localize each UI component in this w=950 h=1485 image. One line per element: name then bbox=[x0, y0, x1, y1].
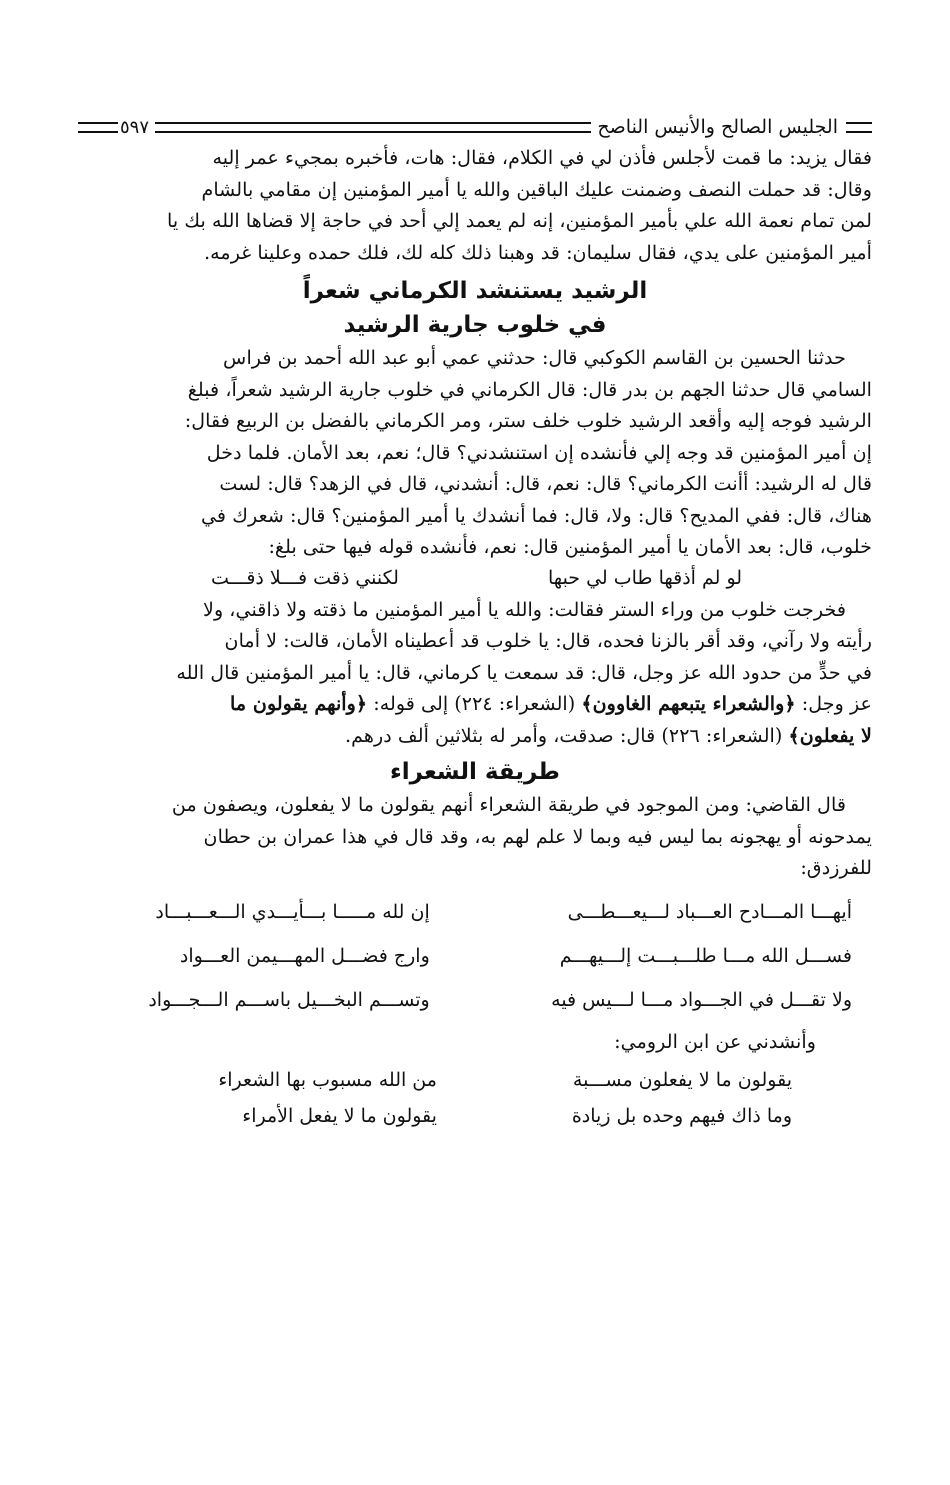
text-line: يمدحونه أو يهجونه بما ليس فيه وبما لا علم لهم به، وقد قال في هذا عمران بن حطان bbox=[203, 824, 872, 848]
header-rule-lead bbox=[846, 122, 872, 133]
text-line: رأيته ولا رآني، وقد أقر بالزنا فحده، قال: يا خلوب قد أعطيناه الأمان، قالت: لا أمان bbox=[224, 629, 872, 652]
paragraph-2 bbox=[78, 342, 872, 563]
running-header bbox=[78, 112, 872, 142]
verse-first-hemistich: أيهـــا المـــادح العـــباد لـــيعـــطـــى bbox=[567, 900, 852, 923]
running-title: الجليس الصالح والأنيس الناصح bbox=[597, 116, 838, 138]
verse-second-hemistich: يقولون ما لا يفعل الأمراء bbox=[242, 1104, 437, 1127]
page-number: ٥٩٧ bbox=[120, 116, 150, 138]
citation: (الشعراء: ٢٢٤) إلى قوله: bbox=[367, 692, 582, 715]
quran-quote: ﴿والشعراء يتبعهم الغاوون﴾ bbox=[581, 692, 796, 715]
text-line: قال القاضي: ومن الموجود في طريقة الشعراء أنهم يقولون ما لا يفعلون، ويصفون من bbox=[171, 793, 846, 816]
verse-first-hemistich: فســـل الله مـــا طلـــبـــت إلـــيهـــم bbox=[559, 944, 852, 967]
text-line: لمن تمام نعمة الله علي بأمير المؤمنين، إنه لم يعمد إلي أحد في حاجة إلا قضاها الله بك يا bbox=[167, 209, 872, 232]
quran-quote: ﴿وأنهم يقولون ما bbox=[230, 692, 368, 715]
heading-line: في خلوب جارية الرشيد bbox=[343, 312, 607, 338]
quran-quote: لا يفعلون﴾ bbox=[788, 723, 872, 747]
poem-verse bbox=[78, 1062, 872, 1098]
verse-second-hemistich: إن لله مـــــا بـــأيـــدي الـــعـــبـــاد bbox=[155, 900, 430, 923]
header-rule bbox=[155, 122, 591, 133]
verse-second-hemistich: من الله مسبوب بها الشعراء bbox=[218, 1068, 437, 1091]
text-line: إن أمير المؤمنين قد وجه إلي فأنشده إن استنشدني؟ قال؛ نعم، بعد الأمان. فلما دخل bbox=[206, 440, 872, 464]
verse-second-hemistich: لكنني ذقت فـــلا ذقـــت bbox=[210, 566, 399, 589]
text-line: قال له الرشيد: أأنت الكرماني؟ قال: نعم، قال: أنشدني، قال في الزهد؟ قال: لست bbox=[219, 472, 872, 495]
text-line: هناك، قال: ففي المديح؟ قال: ولا، قال: فما أنشدك يا أمير المؤمنين؟ قال: شعرك في bbox=[200, 503, 872, 527]
paragraph-1 bbox=[78, 142, 872, 268]
verse-first-hemistich: ولا تقـــل في الجـــواد مـــا لـــيس فيه bbox=[551, 988, 852, 1011]
text-line bbox=[78, 688, 872, 720]
text-line: الرشيد فوجه إليه وأقعد الرشيد خلوب خلف ستر، ومر الكرماني بالفضل بن الربيع فقال: bbox=[184, 409, 872, 432]
heading-line: الرشيد يستنشد الكرماني شعراً bbox=[302, 278, 648, 304]
text-segment: (الشعراء: ٢٢٦) قال: صدقت، وأمر له بثلاثين ألف درهم. bbox=[344, 723, 789, 747]
text-segment: عز وجل: bbox=[795, 692, 872, 715]
verse-first-hemistich: لو لم أذقها طاب لي حبها bbox=[548, 566, 743, 589]
poem-verse bbox=[78, 978, 872, 1022]
text-line: للفرزدق: bbox=[800, 856, 872, 879]
text-line: فخرجت خلوب من وراء الستر فقالت: والله يا أمير المؤمنين ما ذقته ولا ذاقني، ولا bbox=[203, 597, 846, 621]
text-line: أمير المؤمنين على يدي، فقال سليمان: قد وهبنا ذلك كله لك، فلك حمده وعلينا غرمه. bbox=[204, 240, 872, 264]
text-line: وأنشدني عن ابن الرومي: bbox=[614, 1029, 816, 1053]
poem-verse bbox=[78, 934, 872, 978]
paragraph-3 bbox=[78, 594, 872, 752]
verse-first-hemistich: يقولون ما لا يفعلون مســـبة bbox=[572, 1068, 792, 1091]
poem-verse bbox=[78, 1098, 872, 1134]
header-rule-tail bbox=[78, 122, 118, 133]
poem-1 bbox=[78, 890, 872, 1022]
text-line: خلوب، قال: بعد الأمان يا أمير المؤمنين قال: نعم، فأنشده قوله فيها حتى بلغ: bbox=[268, 535, 872, 558]
verse-first-hemistich: وما ذاك فيهم وحده بل زيادة bbox=[571, 1104, 792, 1127]
verse-second-hemistich: وتســـم البخـــيل باســـم الـــجـــواد bbox=[148, 988, 430, 1011]
poem-verse bbox=[78, 890, 872, 934]
verse-second-hemistich: وارج فضـــل المهـــيمن العـــواد bbox=[179, 944, 430, 967]
poem-2 bbox=[78, 1062, 872, 1134]
verse-line bbox=[78, 563, 872, 594]
section-heading-1 bbox=[78, 274, 872, 342]
book-page bbox=[78, 112, 872, 1134]
text-line: فقال يزيد: ما قمت لأجلس فأذن لي في الكلام، فقال: هات، فأخبره بمجيء عمر إليه bbox=[212, 146, 872, 169]
text-line: حدثنا الحسين بن القاسم الكوكبي قال: حدثني عمي أبو عبد الله أحمد بن فراس bbox=[223, 346, 846, 369]
text-line: وقال: قد حملت النصف وضمنت عليك الباقين والله يا أمير المؤمنين إن مقامي بالشام bbox=[201, 177, 872, 201]
text-line: السامي قال حدثنا الجهم بن بدر قال: قال الكرماني في خلوب جارية الرشيد شعراً، فبلغ bbox=[187, 377, 872, 401]
text-line: في حدٍّ من حدود الله عز وجل، قال: قد سمعت يا كرماني، قال: يا أمير المؤمنين قال الله bbox=[176, 660, 872, 684]
paragraph-4 bbox=[78, 789, 872, 884]
text-line bbox=[78, 720, 872, 752]
section-heading-2: طريقة الشعراء bbox=[390, 759, 560, 785]
